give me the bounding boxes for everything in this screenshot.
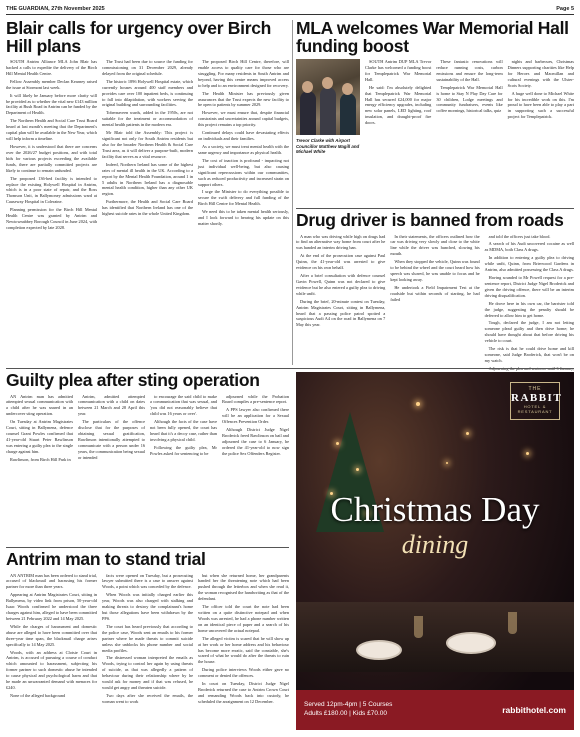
article-paragraph: A man who was driving while high on drugs had to find an alternative way home from court after he was handed an interim driving ban. [296, 233, 386, 251]
article-column [508, 59, 574, 209]
article-paragraph: The Health Minister has previously given assurances that the Trust expects the new facility to be open to patients by summer 2029. [198, 90, 289, 108]
article-paragraph: nights and barbecues, Christmas Dinners supporting charities like Help for Heroes and Macmillan and cultural evenings with the Ulster-Scots Society. [507, 59, 574, 88]
article-column [6, 59, 97, 369]
section-divider [296, 208, 574, 209]
article-paragraph: The Trust had been due to source the funding for commissioning on 31 December 2029, already delayed from the original schedule. [102, 59, 193, 76]
article-paragraph: facts were opened on Tuesday, but a prosecuting lawyer submitted there is a case to answer against Woods, a point which was conceded by the defence. [102, 572, 193, 590]
article-paragraph: He undertook a Field Impairment Test at the roadside but within seconds of starting, he had failed [390, 284, 480, 302]
article-paragraph: The officer told the court the note had been written on a quite distinctive notepad and when Woods was arrested, he had a phone number written on an identical piece of paper and a search of his home uncovered the actual notepad. [198, 604, 289, 633]
article-paragraph: The risk is that he could drive home and kill someone, said Judge Broderick, that won't be on my watch. [484, 346, 574, 364]
article-paragraph: After a brief consultation with defence counsel Gavin Powell, Quinn was not declared to give evidence but he also entered a guilty plea to driving while unfit. [296, 273, 386, 296]
article-paragraph: I urge the Minister to do everything possible to secure the swift delivery and full funding of the Birch Hill Centre for Mental Health. [198, 189, 289, 207]
article-column [296, 234, 385, 364]
article-paragraph: In their statements, the officers outlined how the car was driving very slowly and close to the white line while the driver was hunched, slowing his mouth. [390, 233, 480, 257]
article-war-memorial-hall [296, 20, 574, 205]
advert-served-times: Served 12pm-4pm | 5 Courses [304, 701, 393, 709]
article-column [198, 59, 289, 369]
advert-subtitle: dining [401, 530, 469, 559]
article-stand-trial [6, 551, 289, 733]
article-paragraph: Furthermore, the Health and Social Care Board has identified that Northern Ireland has one of the highest suicide rates in the whole United Kingdom. [102, 199, 193, 217]
article-column [150, 394, 217, 544]
article-sting-operation [6, 372, 289, 544]
advert-prices: Adults £180.00 | Kids £70.00 [304, 710, 387, 717]
article-column [222, 394, 289, 544]
article-paragraph: The alleged victim is scared that he will show up at her work or her home address and his behaviour has become more erratic, said the constable, she's scared of what he would do after the threats to ruin the house. [198, 635, 289, 665]
article-paragraph: These fantastic renovations will reduce running costs, carbon emissions and ensure the long-term sustainability of the Hall. [436, 59, 503, 82]
article-paragraph: A PPS lawyer also confirmed there will be an application for a Sexual Offences Prevention Order. [222, 407, 289, 425]
article-paragraph: Although the facts of the case have not been fully opened, the court has heard that it's a decoy case, rather than involving a physical child. [150, 419, 217, 442]
article-paragraph: The particulars of the offence disclose that for the purposes of obtaining sexual gratification, Rawlinson intentionally attempted to communicate with a person under 16 years, the communication being sexual or intended [78, 419, 145, 460]
article-paragraph: AN Antrim man has admitted attempted sexual communication with a child after he was snared in an undercover sting operation. [6, 393, 73, 417]
article-paragraph: Rawlinson, from Birch Hill Park in [10, 456, 71, 462]
article-column [102, 59, 193, 369]
article-paragraph: SOUTH Antrim Alliance MLA John Blair has backed a calls to expedite the delivery of the Birch Hill Mental Health Centre. [6, 59, 97, 76]
christmas-dining-advert [296, 372, 574, 730]
article-paragraph: During the brief, 20-minute contest on Tuesday, Antrim Magistrates Court, sitting in Ballymena, heard that a passing police patrol spotted a suspicious Audi A4 on the road in Ballymena on 7 May this year. [296, 298, 386, 328]
article-paragraph: but when she returned home, her grandparents handed her the threatening note which had been pushed through the letterbox and when she read it, the woman recognised the handwriting as that of the defendant. [198, 572, 289, 602]
article-paragraph: The proposed 136-bed facility is intended to replace the existing Holywell Hospital in Antrim, which is in a poor state of repair, and the Ross Thomson Unit, in Ballymoney admissions ward at Causeway Hospital in Coleraine. [6, 175, 97, 205]
article-paragraph: to encourage the said child to make a communication that was sexual, and 'you did not reasonably believe that child was 16 years or over'. [150, 393, 217, 417]
logo-name: RABBIT [511, 392, 563, 404]
section-divider [6, 368, 574, 369]
article-paragraph: A huge well done to Michael White for his incredible work on this. I'm proud to have been able to play a part in supporting such a successful project for Templepatrick. [507, 90, 574, 120]
article-paragraph: AN ANTRIM man has been ordered to stand trial, accused of blackmail and harassing his former partner for more than three years. [6, 572, 97, 590]
article-paragraph: Woods, with an address at Clotsie Court in Antrim, is accused of pursuing a course of conduct which amounted to harassment, subjecting his former partner to such domestic abuse he intended to cause physical and psychological harm and that he made an unwarranted demand with menaces for £240. [6, 649, 97, 691]
article-column [365, 59, 431, 209]
article-paragraph: Tough, declared the judge, I am not letting someone plead guilty and then drive home; he should have thought about that before driving his vehicle to court. [484, 320, 574, 344]
article-paragraph: The proposed Birch Hill Centre, therefore, will enable access to quality care for those who are struggling. For many residents in South Antrim and beyond, having this centre means improved access to help and to an environment designed for recovery. [198, 59, 289, 88]
article-paragraph: In addition to entering a guilty plea to driving while unfit, Quinn, from Brierwood Gardens in Antrim, also admitted possessing the Class A drugs. [484, 255, 574, 273]
advert-info-bar [296, 690, 574, 730]
article-paragraph: During police interviews Woods either gave no comment or denied the offences. [198, 667, 289, 679]
article-paragraph: We need this to be taken mental health seriously, and I look forward to hearing his update on this matter shortly. [198, 209, 289, 227]
article-column [6, 394, 73, 544]
section-divider [6, 547, 289, 548]
article-paragraph: and told the officers just take blood. [488, 233, 551, 239]
article-paragraph: The historic 1896 Holywell Hospital estate, which currently houses around 400 staff members and provides care over 100 inpatient beds, is continuing to fall into dilapidation, with workers serving the original building and surrounding facilities. [102, 78, 193, 108]
advert-website-link[interactable]: rabbithotel.com [502, 705, 566, 715]
article-paragraph: SOUTH Antrim DUP MLA Trevor Clarke has welcomed a funding boost for Templepatrick War Memorial Hall. [365, 59, 432, 82]
article-headline: Guilty plea after sting operation [6, 370, 260, 390]
article-paragraph: At the end of the prosecution case against Paul Quinn, the 41-year-old was arrested to give evidence on his own behalf. [296, 253, 386, 271]
article-headline: Blair calls for urgency over Birch Hill plans [6, 18, 272, 56]
article-photo [296, 59, 360, 135]
article-paragraph: In court on Tuesday, District Judge Nigel Broderick returned the case to Antrim Crown Court and remanding Woods back into custody, he scheduled the arraignment on 12 December. [198, 681, 289, 704]
article-paragraph: A search of his Audi uncovered cocaine as well as MDMA, both Class A drugs. [484, 241, 574, 253]
article-column [78, 394, 145, 544]
article-paragraph: adjourned while the Probation Board compiles a pre-sentence report. [222, 393, 289, 405]
advert-title: Christmas Day [330, 490, 540, 529]
logo-the: THE [528, 386, 542, 392]
article-column [198, 573, 289, 731]
article-paragraph: When Woods was initially charged earlier this year, Woods was also charged with stalking and making threats to destroy the complainant's home but those allegations have been withdrawn by the PPS. [102, 592, 193, 621]
article-column [102, 573, 193, 731]
rabbit-hotel-logo [510, 382, 563, 420]
logo-subtitle: HOTEL & RESTAURANT [517, 404, 553, 414]
article-headline: Drug driver is banned from roads [296, 210, 564, 230]
masthead-paper-date: THE GUARDIAN, 27th November 2025 [6, 5, 105, 12]
article-headline: Antrim man to stand trial [6, 549, 206, 569]
article-paragraph: He drove here in his own car, the barrister told the judge, suggesting the penalty should be deferred to allow him to get home. [484, 300, 574, 318]
article-column [390, 234, 479, 364]
article-paragraph: The cost of inaction is profound - impacting not just individual well-being, but also causing significant repercussions within our communities, such as reduced productivity and increased strain on support others. [198, 157, 289, 187]
article-paragraph: Appearing at Antrim Magistrates Court, sitting in Ballymena, by video link from prison, 50-year-old Isaac Woods confirmed he understood the three charges against him, alleged to have been committed between 21 February 2022 and 14 May 2025. [6, 592, 97, 621]
article-column [436, 59, 502, 209]
article-paragraph: Antrim, admitted attempted communication with a child on dates between 21 March and 28 April this year. [78, 393, 145, 417]
article-paragraph: When they stopped the vehicle, Quinn was found to be behind the wheel and the court heard how his speech was slurred, he was unable to focus and he kept looking away. [390, 259, 480, 282]
article-paragraph: Following the guilty plea, Mr Powles asked for sentencing to be [150, 444, 217, 456]
article-paragraph: Although District Judge Nigel Broderick freed Rawlinson on bail and adjourned the case to 6 January, he ordered the 41-year-old to now sign the police Sex Offenders Register. [222, 427, 289, 456]
masthead-page-number: Page 5 [556, 5, 574, 12]
article-birch-hill [6, 20, 289, 365]
article-paragraph: However, we must ensure that, despite financial constraints and uncertainties around capital budgets, this project remains a top priority. [198, 110, 289, 128]
dining-table-graphic [296, 602, 574, 672]
article-column [6, 573, 97, 731]
article-paragraph: Templepatrick War Memorial Hall is home to Stay N Play Day Care for 30 children, Lodge meetings and community fundraisers, events like coffee mornings, historical talks, quiz [436, 84, 503, 114]
article-drug-driver [296, 212, 574, 365]
column-divider [292, 20, 293, 365]
article-paragraph: Tobernaveen wards, added in the 1950s, are not suitable for the treatment or accommodation of mental health patients in the modern era. [102, 110, 193, 128]
article-paragraph: The court has heard previously that according to the police case, Woods sent an emails to his former partner where he made threats to commit suicide unless she unblocks his phone number and social media profiles. [102, 623, 193, 653]
article-paragraph: On Tuesday at Antrim Magistrates Court, sitting in Ballymena, defence counsel Grant Powles confirmed that 41-year-old Stuart Peter Rawlinson was entering a guilty plea to the single charge against him. [6, 419, 73, 454]
article-paragraph: As a society, we must treat mental health with the same urgency and importance as physical health. [198, 143, 289, 155]
article-paragraph: Having sounded to Mr Powell request for a pre-sentence report, District Judge Nigel Broderick and given the driving offence, there will be an interim driving disqualification. [484, 275, 574, 298]
photo-caption: Trevor Clarke with Airport Councillor Matthew Magill and Michael White [296, 138, 360, 155]
masthead [6, 3, 574, 15]
article-paragraph: While the charges of harassment and domestic abuse are alleged to have been committed over that three-year time span, the blackmail charge arises specifically to 14 May 2025. [6, 623, 97, 647]
article-paragraph: It will likely be January before more clarity will be provided as to whether the vital new £143 million facility at Bush Road in Antrim can be funded by the Department of Health. [6, 92, 97, 116]
article-paragraph: The Northern Health and Social Care Trust Board heard at last month's meeting that the Department's capital plan will be available in the New Year, which will help inform a timeline. [6, 118, 97, 142]
article-headline: MLA welcomes War Memorial Hall funding boost [296, 18, 569, 56]
article-paragraph: Mr Blair told the Assembly: This project is significant not only for South Antrim residents but also for the broader Northern Health & Social Care Trust area, as it will deliver a purpose-built, modern facility that serves as a vital resource. [102, 130, 193, 159]
article-paragraph: Continued delays could have devastating effects on individuals and their families. [198, 130, 289, 142]
article-column [485, 234, 574, 364]
article-paragraph: Fellow Assembly member Declan Kearney raised the issue at Stormont last week. [6, 78, 97, 90]
article-paragraph: However, it is understood that there are concerns over the 2026/27 budget positions, and with total bids for various projects exceeding the available funds, there are partially committed projects are likely to continue to remain unfunded. [6, 143, 97, 173]
article-paragraph: The distressed woman interpreted the emails as Woods, trying to control her again by using threats of suicide, as that was allegedly a pattern of behaviour during their relationship where by he would ask for money and if that was refused, he would get angry and threaten suicide. [102, 655, 193, 691]
article-paragraph: None of the alleged background [10, 693, 66, 699]
article-paragraph: Indeed, Northern Ireland has some of the highest rates of mental ill health in the UK. According to a report by the Mental Health Foundation, around 1 in 5 adults in Northern Ireland has a diagnosable mental health condition, higher than any other UK region. [102, 161, 193, 197]
article-paragraph: He said: I'm absolutely delighted that Templepatrick War Memorial Hall has secured £24,000 for major energy efficiency upgrades, including new solar panels, LED lighting, roof insulation, and draught-proof fire doors. [365, 84, 432, 126]
article-paragraph: Two days after she received the emails, the woman went to work [102, 693, 193, 704]
article-paragraph: Planning permission for the Birch Hill Mental Health Centre was granted by Antrim and Newtownabbey Borough Council in June 2024, with completion expected by late 2028. [6, 207, 97, 230]
